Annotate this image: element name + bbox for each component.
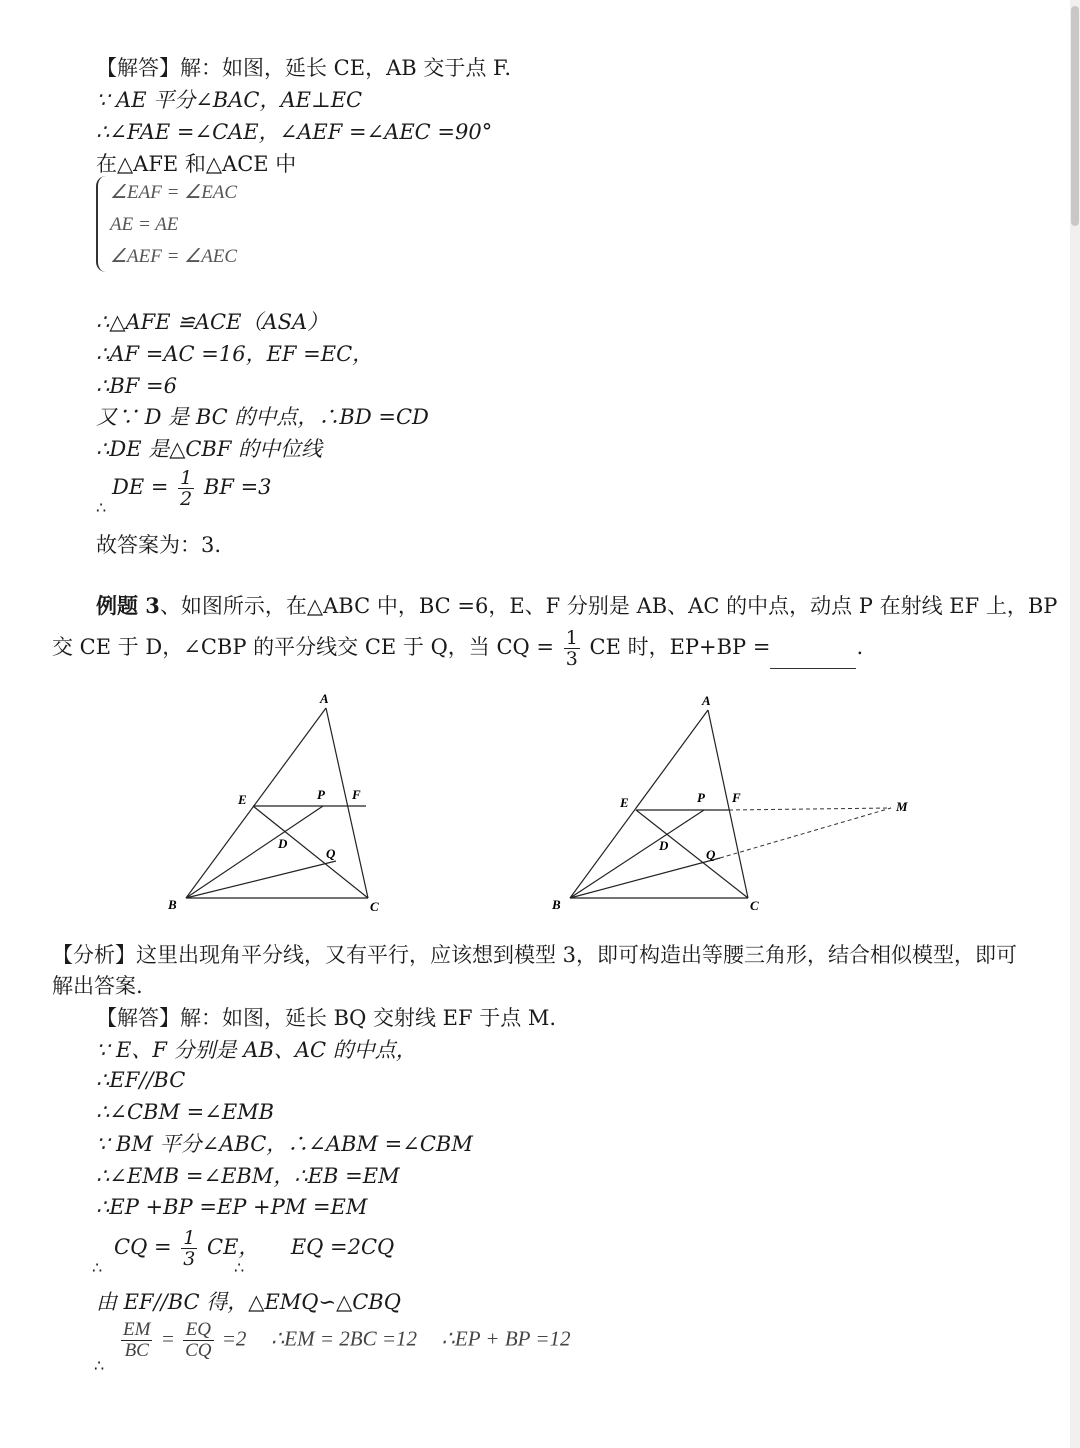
fraction-third: [564, 628, 580, 669]
equation-system-row-3: ∠AEF = ∠AEC: [110, 246, 238, 267]
solution-line-8: 又∵ D 是 BC 的中点，∴BD =CD: [96, 405, 429, 429]
equation-system-row-2: AE = AE: [110, 214, 179, 235]
solution-line-7: ∴BF =6: [96, 374, 177, 398]
analysis-line-1: 【分析】这里出现角平分线，又有平行，应该想到模型 3，即可构造出等腰三角形，结合相似模型，即可: [52, 943, 1018, 967]
label-F: F: [732, 790, 741, 805]
solution2-line-4: ∴∠CBM =∠EMB: [96, 1100, 275, 1124]
dashed-FM: [729, 808, 891, 810]
solution2-line-10: [118, 1320, 571, 1372]
final-result: ∴EP + BP =12: [441, 1326, 571, 1351]
bf-result: BF =3: [203, 475, 272, 499]
label-D: D: [278, 836, 288, 851]
label-F: F: [352, 787, 361, 802]
solution2-line-2: ∵ E、F 分别是 AB、AC 的中点，: [96, 1038, 417, 1062]
fraction-numerator: 1: [180, 467, 193, 489]
fraction-denominator: BC: [124, 1340, 149, 1361]
label-P: P: [317, 787, 325, 802]
segment-BP: [570, 810, 704, 898]
ratio-result: =2: [221, 1326, 247, 1351]
segment-EC: [636, 810, 748, 898]
example-text-2: 交 CE 于 D，∠CBP 的平分线交 CE 于 Q，当 CQ =: [52, 635, 555, 659]
label-B: B: [552, 897, 561, 912]
equation-system-brace: [96, 176, 110, 272]
solution-line-2: ∵ AE 平分∠BAC，AE⊥EC: [96, 88, 363, 112]
equation-system-row-1: ∠EAF = ∠EAC: [110, 182, 238, 203]
segment-AB: [186, 708, 326, 898]
solution-line-10: [112, 468, 272, 516]
example-text-end: .: [856, 635, 864, 659]
scrollbar-thumb[interactable]: [1071, 6, 1079, 226]
ce-label: CE，: [207, 1235, 260, 1259]
solution2-line-6: ∴∠EMB =∠EBM，∴EB =EM: [96, 1164, 400, 1188]
solution2-line-1: 【解答】解：如图，延长 BQ 交射线 EF 于点 M.: [96, 1006, 557, 1030]
fraction-denominator: 3: [183, 1248, 196, 1270]
therefore-symbol-2: ∴: [92, 1258, 103, 1277]
example-text-1: 、如图所示，在△ABC 中，BC =6，E、F 分别是 AB、AC 的中点，动点 P 在射线 EF 上，BP: [159, 594, 1058, 618]
de-label: DE =: [112, 475, 169, 499]
analysis-line-2: 解出答案.: [52, 974, 143, 998]
fraction-numerator: EM: [123, 1319, 151, 1340]
label-Q: Q: [326, 846, 336, 861]
segment-BP: [186, 806, 323, 898]
fraction-denominator: CQ: [185, 1340, 212, 1361]
label-D: D: [659, 838, 669, 853]
figure-right: [546, 688, 926, 918]
answer-blank: [770, 648, 856, 669]
label-A: A: [702, 693, 711, 708]
eq-relation: EQ =2CQ: [290, 1235, 395, 1259]
fraction-numerator: 1: [183, 1227, 196, 1249]
solution-line-9: ∴DE 是△CBF 的中位线: [96, 437, 323, 461]
segment-AB: [570, 710, 708, 898]
segment-BQ: [570, 858, 720, 898]
fraction-third-2: [181, 1228, 197, 1269]
label-A: A: [320, 691, 329, 706]
label-M: M: [896, 799, 908, 814]
solution-line-3: ∴∠FAE =∠CAE，∠AEF =∠AEC =90°: [96, 120, 493, 144]
label-C: C: [750, 898, 759, 913]
solution2-line-9: 由 EF//BC 得，△EMQ∽△CBQ: [96, 1290, 401, 1314]
fraction-em-bc: [121, 1320, 152, 1361]
scrollbar[interactable]: [1070, 0, 1080, 1448]
label-Q: Q: [706, 847, 716, 862]
example-text-3: CE 时，EP+BP =: [589, 635, 771, 659]
em-result: ∴EM = 2BC =12: [270, 1326, 418, 1351]
example-label: 例题 3: [96, 593, 160, 618]
fraction-numerator: EQ: [183, 1320, 213, 1341]
solution-line-11: 故答案为：3.: [96, 533, 222, 557]
figure-left: [160, 688, 400, 918]
solution2-line-8: [114, 1228, 394, 1276]
dashed-QM: [720, 808, 891, 858]
label-E: E: [620, 795, 629, 810]
solution-line-6: ∴AF =AC =16，EF =EC，: [96, 342, 374, 366]
example-text-line-1: [96, 592, 1057, 620]
equals-sign: =: [160, 1326, 175, 1351]
segment-AC: [708, 710, 748, 898]
solution-line-1: 【解答】解：如图，延长 CE，AB 交于点 F.: [96, 56, 511, 80]
label-E: E: [238, 792, 247, 807]
label-C: C: [370, 899, 379, 914]
therefore-symbol: ∴: [96, 498, 107, 517]
fraction-eq-cq: [183, 1320, 213, 1361]
fraction-denominator: 3: [565, 648, 578, 670]
fraction-numerator: 1: [565, 627, 578, 649]
therefore-symbol-3: ∴: [234, 1258, 245, 1277]
solution2-line-3: ∴EF//BC: [96, 1068, 186, 1092]
solution-line-5: ∴△AFE ≌ACE（ASA）: [96, 310, 329, 334]
solution-line-4: 在△AFE 和△ACE 中: [96, 152, 297, 176]
example-text-line-2: [52, 628, 863, 678]
cq-label: CQ =: [114, 1235, 172, 1259]
fraction-denominator: 2: [180, 488, 193, 510]
therefore-symbol-4: ∴: [94, 1356, 105, 1375]
label-B: B: [168, 897, 177, 912]
label-P: P: [697, 790, 705, 805]
fraction-half: [178, 468, 194, 509]
solution2-line-5: ∵ BM 平分∠ABC，∴∠ABM =∠CBM: [96, 1132, 473, 1156]
solution2-line-7: ∴EP +BP =EP +PM =EM: [96, 1195, 368, 1219]
